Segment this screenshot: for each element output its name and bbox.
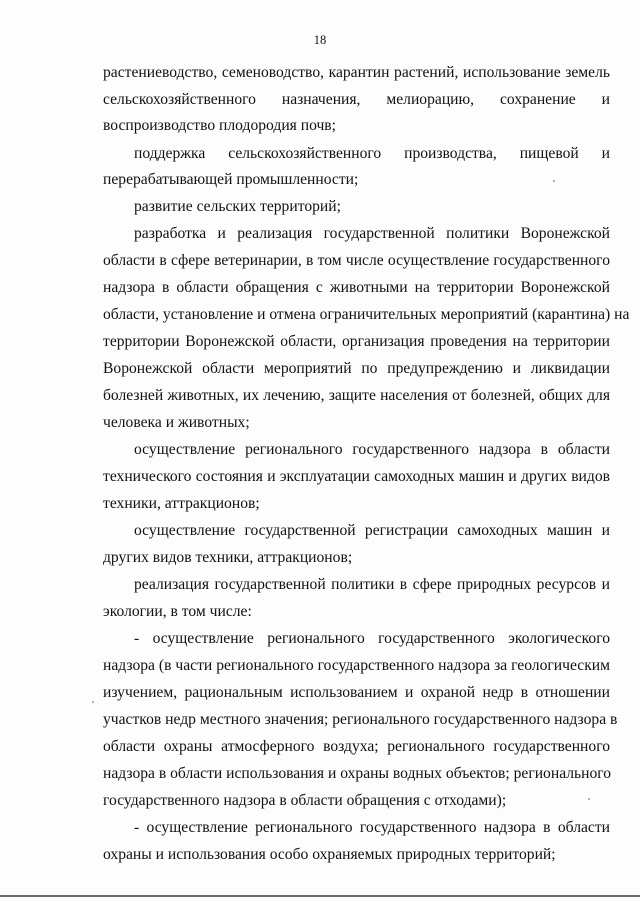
text-line: других видов техники, аттракционов; (103, 549, 353, 566)
text-line: экологии, в том числе: (103, 603, 252, 620)
text-line: технического состояния и эксплуатации самоходных машин и других видов (103, 468, 610, 485)
scan-speck (92, 701, 94, 703)
text-line: охраны и использования особо охраняемых природных территорий; (103, 846, 556, 863)
text-line: изучением, рациональным использованием и охраной недр в отношении (103, 684, 610, 701)
text-line: территории Воронежской области, организация проведения на территории (103, 333, 610, 350)
text-line: - осуществление регионального государственного надзора в области (134, 819, 610, 836)
text-line: участков недр местного значения; регионального государственного надзора в (103, 711, 618, 728)
text-line: надзора в области обращения с животными на территории Воронежской (103, 279, 610, 296)
bottom-edge-rule (0, 895, 640, 897)
text-line: техники, аттракционов; (103, 495, 260, 512)
text-line: осуществление государственной регистрации самоходных машин и (134, 522, 610, 539)
text-line: развитие сельских территорий; (134, 198, 341, 215)
scan-speck (553, 180, 555, 182)
text-line: области в сфере ветеринарии, в том числе осуществление государственного (103, 252, 610, 269)
text-line: осуществление регионального государственного надзора в области (134, 441, 610, 458)
text-line: надзора в области использования и охраны водных объектов; регионального (103, 765, 612, 782)
text-line: реализация государственной политики в сфере природных ресурсов и (134, 576, 610, 593)
text-line: перерабатывающей промышленности; (103, 171, 359, 188)
text-line: растениеводство, семеноводство, карантин растений, использование земель (103, 64, 610, 81)
text-line: поддержка сельскохозяйственного производства, пищевой и (134, 145, 610, 162)
text-line: сельскохозяйственного назначения, мелиорацию, сохранение и (103, 91, 610, 108)
text-line: государственного надзора в области обращения с отходами); (103, 792, 507, 809)
text-line: области охраны атмосферного воздуха; регионального государственного (103, 738, 610, 755)
text-line: разработка и реализация государственной политики Воронежской (134, 225, 610, 242)
text-line: человека и животных; (103, 414, 250, 431)
scan-speck (588, 798, 590, 800)
text-line: Воронежской области мероприятий по предупреждению и ликвидации (103, 360, 610, 377)
text-line: болезней животных, их лечению, защите населения от болезней, общих для (103, 387, 610, 404)
page-number: 18 (313, 33, 327, 47)
text-line: воспроизводство плодородия почв; (103, 117, 337, 134)
text-line: области, установление и отмена ограничительных мероприятий (карантина) на (103, 306, 630, 323)
text-line: - осуществление регионального государственного экологического (134, 630, 610, 647)
text-line: надзора (в части регионального государственного надзора за геологическим (103, 657, 610, 674)
